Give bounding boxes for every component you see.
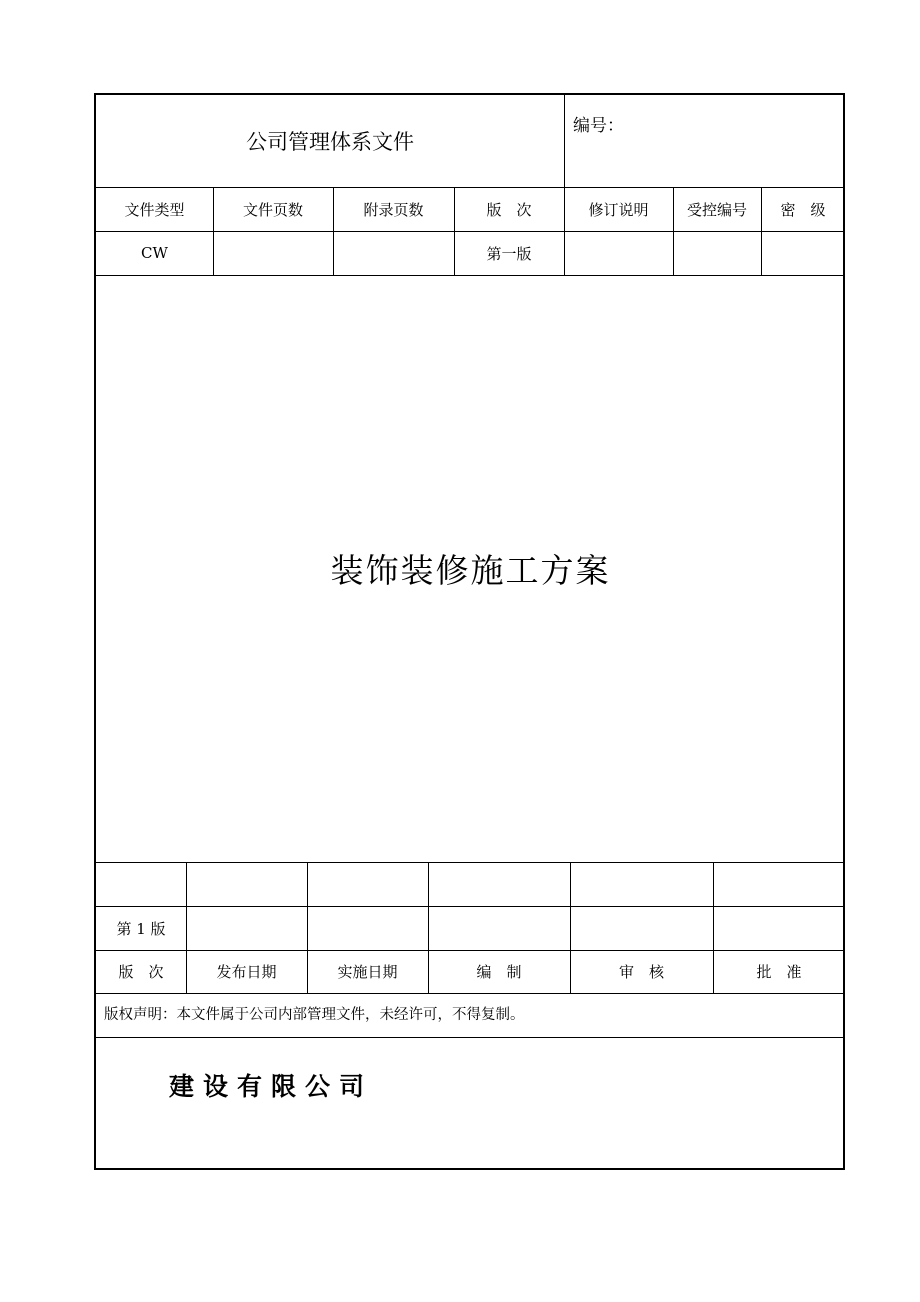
version-cell bbox=[570, 906, 713, 950]
document-frame bbox=[94, 93, 845, 1170]
info-header-type: 文件类型 bbox=[124, 200, 185, 219]
version-header-release-date: 发布日期 bbox=[216, 963, 277, 981]
version-header-edition: 版 次 bbox=[118, 963, 164, 981]
version-cell-edition: 第 1 版 bbox=[116, 919, 166, 938]
version-header-approved: 批 准 bbox=[756, 963, 802, 981]
info-value-pages bbox=[213, 231, 333, 275]
version-cell bbox=[307, 906, 428, 950]
version-cell bbox=[713, 862, 845, 906]
info-value-secrecy bbox=[761, 231, 845, 275]
info-header-edition: 版 次 bbox=[486, 200, 532, 219]
version-header-reviewed: 审 核 bbox=[618, 963, 664, 981]
copyright-notice: 版权声明：本文件属于公司内部管理文件，未经许可，不得复制。 bbox=[104, 1007, 525, 1023]
document-number-label: 编号： bbox=[573, 116, 624, 136]
version-cell bbox=[570, 862, 713, 906]
version-cell bbox=[186, 906, 307, 950]
info-header-control-no: 受控编号 bbox=[686, 200, 747, 219]
system-title: 公司管理体系文件 bbox=[246, 130, 414, 154]
info-header-secrecy: 密 级 bbox=[780, 200, 826, 219]
info-value-revision bbox=[564, 231, 673, 275]
info-header-pages: 文件页数 bbox=[242, 200, 303, 219]
version-cell bbox=[307, 862, 428, 906]
version-header-effective-date: 实施日期 bbox=[337, 963, 398, 981]
version-cell bbox=[713, 906, 845, 950]
version-header-prepared: 编 制 bbox=[476, 963, 522, 981]
info-value-appendix bbox=[333, 231, 454, 275]
info-value-type: CW bbox=[141, 244, 168, 262]
info-header-revision: 修订说明 bbox=[588, 200, 649, 219]
info-value-control-no bbox=[673, 231, 761, 275]
info-value-edition: 第一版 bbox=[486, 244, 532, 263]
version-cell bbox=[96, 862, 186, 906]
version-cell bbox=[428, 906, 570, 950]
rule bbox=[96, 1037, 845, 1038]
document-title: 装饰装修施工方案 bbox=[330, 551, 611, 590]
info-header-appendix: 附录页数 bbox=[363, 200, 424, 219]
version-cell bbox=[428, 862, 570, 906]
version-cell bbox=[186, 862, 307, 906]
company-name: 建设有限公司 bbox=[169, 1072, 374, 1101]
